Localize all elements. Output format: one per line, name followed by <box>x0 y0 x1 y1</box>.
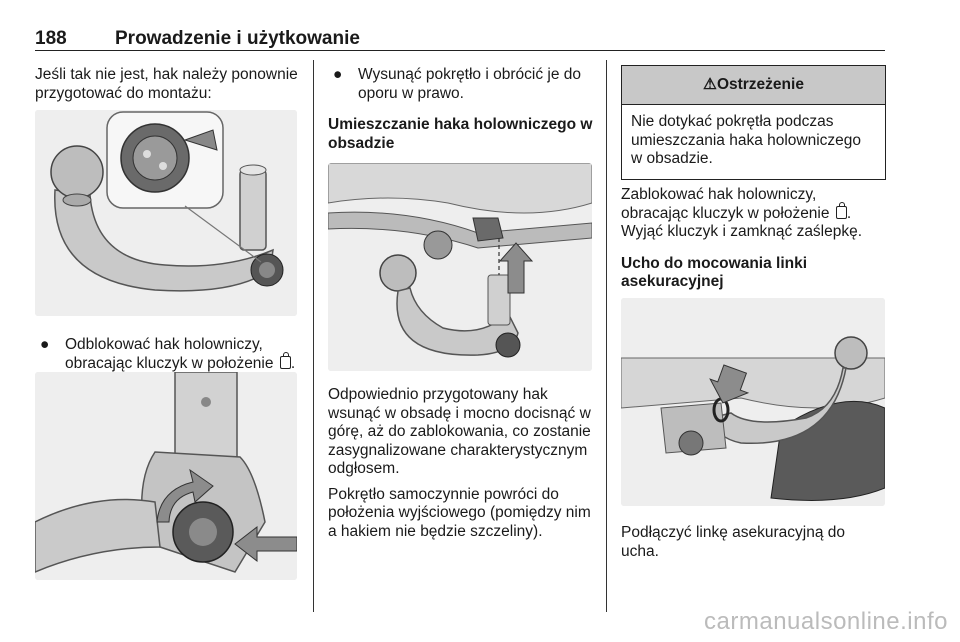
section-heading-safety-eye: Ucho do mocowania linki asekuracyjnej <box>621 254 808 290</box>
knob-return-paragraph: Pokrętło samoczynnie powróci do położenia wyjściowego (pomiędzy nim a hakiem nie będzie szczeliny). <box>328 485 591 540</box>
column-2 <box>328 66 593 153</box>
lock-hook-paragraph <box>621 186 887 242</box>
intro-text: Jeśli tak nie jest, hak należy ponownie przygotować do montażu: <box>35 66 298 102</box>
attach-cable-paragraph: Podłączyć linkę asekuracyjną do ucha. <box>621 524 846 560</box>
bullet-turn-knob <box>328 66 593 103</box>
warning-title: Ostrzeżenie <box>716 76 804 93</box>
column-divider <box>606 60 607 612</box>
column-3-end <box>621 524 887 561</box>
figure-safety-eye <box>621 298 885 506</box>
bullet-dot: ● <box>333 66 343 83</box>
lock-hook-text-b: . Wyjąć kluczyk i zamknąć zaślepkę. <box>621 204 863 240</box>
figure-turn-knob <box>35 372 297 580</box>
lock-hook-text-a: Zablokować hak holowniczy, obracając kluczyk w położenie <box>621 186 830 222</box>
warning-text: Nie dotykać pokrętła podczas umieszczania haka holowniczego w obsadzie. <box>631 113 862 167</box>
page-title: Prowadzenie i użytkowanie <box>115 28 360 49</box>
section-heading-insert-hook: Umieszczanie haka holowniczego w obsadzie <box>328 116 593 152</box>
bullet-unlock-end: . <box>290 354 296 372</box>
bullet-unlock-text: Odblokować hak holowniczy, obracając kluczyk w położenie <box>65 336 274 372</box>
watermark: carmanualsonline.info <box>704 608 948 635</box>
column-2-paragraphs <box>328 386 593 541</box>
safety-eye-illustration <box>621 298 885 506</box>
warning-header <box>622 66 885 105</box>
hook-insert-illustration <box>328 163 592 371</box>
lock-position-icon <box>836 206 847 219</box>
bullet-dot: ● <box>40 336 50 353</box>
column-1-bullet <box>35 336 300 373</box>
column-3 <box>621 186 887 292</box>
bullet-unlock <box>35 336 300 373</box>
figure-unlock-hook <box>35 110 297 316</box>
warning-box <box>621 65 886 180</box>
column-divider <box>313 60 314 612</box>
column-1 <box>35 66 300 103</box>
insert-hook-paragraph: Odpowiednio przygotowany hak wsunąć w obsadę i mocno docisnąć w górę, aż do zablokowania, co zostanie zasygnalizowane charakterystycznym odgłosem. <box>328 386 591 477</box>
bullet-turn-knob-text: Wysunąć pokrętło i obrócić je do oporu w prawo. <box>358 66 581 102</box>
unlock-position-icon <box>280 356 291 369</box>
knob-turn-illustration <box>35 372 297 580</box>
tow-hook-unlock-illustration <box>35 110 297 316</box>
page-number: 188 <box>35 28 67 49</box>
page-header <box>35 28 885 51</box>
figure-insert-hook <box>328 163 592 371</box>
warning-icon: ⚠ <box>703 76 717 93</box>
